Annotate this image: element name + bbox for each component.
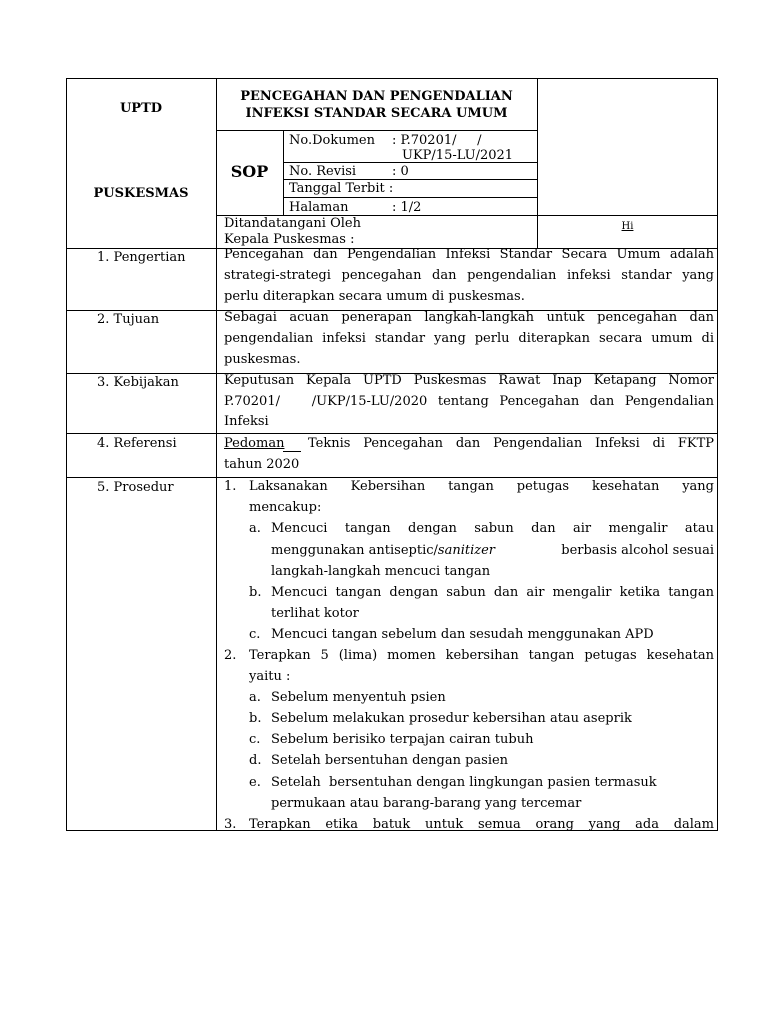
pengertian-line: perlu diterapkan secara umum di puskesmas.	[224, 289, 525, 304]
page-value: : 1/2	[392, 200, 422, 215]
kebijakan-line: Infeksi	[224, 414, 269, 429]
divider	[66, 433, 718, 434]
sub-item-line: Setelah bersentuhan dengan pasien	[271, 753, 509, 768]
prosedur-item-number: 1.	[224, 479, 237, 494]
revision-label: No. Revisi	[289, 164, 357, 179]
referensi-line: Teknis Pencegahan dan Pengendalian Infeksi di FKTP	[308, 436, 714, 451]
sub-item-mark: a.	[249, 690, 261, 705]
pengertian-line: strategi-strategi pencegahan dan pengendalian infeksi standar yang	[224, 268, 714, 283]
sub-item-line: Sebelum melakukan prosedur kebersihan atau aseprik	[271, 711, 632, 726]
prosedur-item-number: 2.	[224, 648, 237, 663]
sub-item-line: Mencuci tangan sebelum dan sesudah menggunakan APD	[271, 627, 654, 642]
sub-item-mark: c.	[249, 732, 261, 747]
page-title-line2: INFEKSI STANDAR SECARA UMUM	[245, 106, 508, 121]
section-label-kebijakan: 3. Kebijakan	[97, 375, 179, 390]
prosedur-item-line: Terapkan 5 (lima) momen kebersihan tangan petugas kesehatan	[249, 648, 714, 663]
uptd-label: UPTD	[119, 101, 163, 116]
signed-by-role: Kepala Puskesmas :	[224, 232, 355, 247]
tujuan-line: puskesmas.	[224, 352, 301, 367]
sub-item-mark: b.	[249, 711, 262, 726]
sub-item-mark: a.	[249, 521, 261, 536]
section-label-tujuan: 2. Tujuan	[97, 312, 160, 327]
revision-value: : 0	[392, 164, 409, 179]
sop-label: SOP	[230, 162, 269, 181]
kebijakan-line: P.70201/ /UKP/15-LU/2020 tentang Pencegahan dan Pengendalian	[224, 394, 714, 409]
sub-item-line	[271, 543, 714, 559]
divider	[216, 130, 538, 131]
prosedur-item-line: Terapkan etika batuk untuk semua orang yang ada dalam	[249, 817, 714, 832]
sub-item-text: menggunakan antiseptic/	[271, 543, 438, 558]
tujuan-line: pengendalian infeksi standar yang perlu diterapkan secara umum di	[224, 331, 714, 346]
divider	[283, 130, 284, 215]
sub-item-line: Mencuci tangan dengan sabun dan air mengalir atau	[271, 521, 714, 536]
sub-item-line: Sebelum menyentuh psien	[271, 690, 446, 705]
doc-number-label: No.Dokumen	[289, 133, 375, 148]
referensi-line: tahun 2020	[224, 457, 300, 472]
section-label-prosedur: 5. Prosedur	[97, 480, 174, 495]
sub-item-line: Setelah bersentuhan dengan lingkungan pasien termasuk	[271, 775, 657, 790]
doc-number-value-line2: UKP/15-LU/2021	[402, 148, 514, 163]
page-title: PENCEGAHAN DAN PENGENDALIAN	[240, 89, 513, 104]
sub-item-mark: d.	[249, 753, 262, 768]
divider	[283, 197, 538, 198]
puskesmas-label: PUSKESMAS	[93, 186, 189, 201]
sub-item-mark: b.	[249, 585, 262, 600]
prosedur-item-line: yaitu :	[249, 669, 291, 684]
sub-item-text-italic: sanitizer	[437, 543, 495, 558]
sub-item-line: langkah-langkah mencuci tangan	[271, 564, 491, 579]
divider	[216, 78, 217, 831]
table-border-right	[717, 78, 718, 831]
pengertian-line: Pencegahan dan Pengendalian Infeksi Standar Secara Umum adalah	[224, 247, 714, 262]
referensi-underlined: Pedoman	[224, 436, 285, 451]
section-label-referensi: 4. Referensi	[97, 436, 177, 451]
sub-item-line: Sebelum berisiko terpajan cairan tubuh	[271, 732, 534, 747]
section-label-pengertian: 1. Pengertian	[97, 250, 186, 265]
referensi-underline-extension	[283, 451, 301, 452]
sub-item-mark: c.	[249, 627, 261, 642]
sub-item-line: terlihat kotor	[271, 606, 359, 621]
table-border-top	[66, 78, 718, 79]
prosedur-item-line: mencakup:	[249, 500, 322, 515]
sub-item-line: permukaan atau barang-barang yang tercemar	[271, 796, 582, 811]
page-label: Halaman	[289, 200, 349, 215]
divider	[66, 477, 718, 478]
tujuan-line: Sebagai acuan penerapan langkah-langkah untuk pencegahan dan	[224, 310, 714, 325]
sub-item-mark: e.	[249, 775, 261, 790]
doc-number-value: : P.70201/ /	[392, 133, 482, 148]
sub-item-text: berbasis alcohol sesuai	[557, 543, 714, 558]
prosedur-item-line: Laksanakan Kebersihan tangan petugas kesehatan yang	[249, 479, 714, 494]
sub-item-line: Mencuci tangan dengan sabun dan air mengalir ketika tangan	[271, 585, 714, 600]
signature-hi-text: Hi	[621, 221, 634, 232]
issue-date-label: Tanggal Terbit :	[289, 181, 394, 196]
kebijakan-line: Keputusan Kepala UPTD Puskesmas Rawat Inap Ketapang Nomor	[224, 373, 714, 388]
signed-by-label: Ditandatangani Oleh	[224, 216, 361, 231]
prosedur-item-number: 3.	[224, 817, 237, 832]
